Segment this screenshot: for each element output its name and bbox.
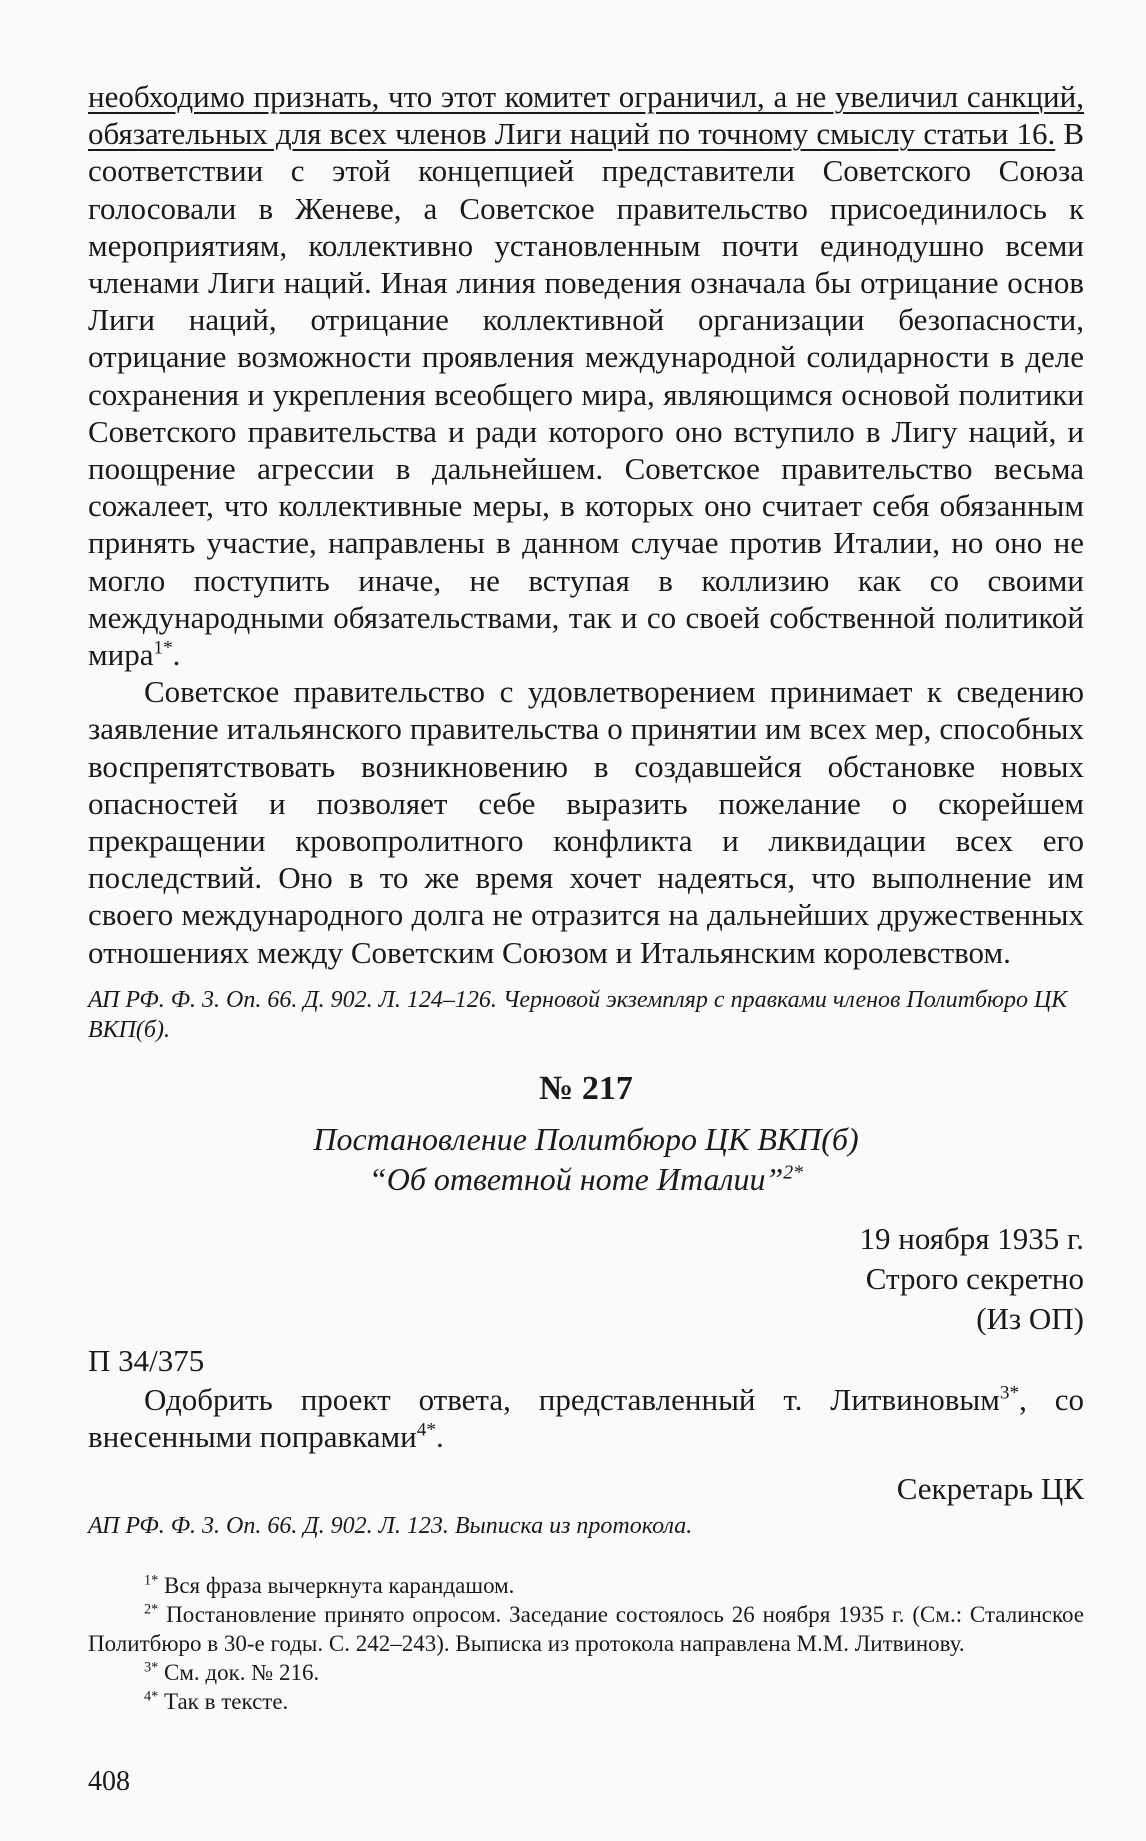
signature: Секретарь ЦК (896, 1471, 1084, 1507)
footnote-text: См. док. № 216. (158, 1660, 320, 1686)
document-title-text: “Об ответной ноте Италии” (368, 1160, 784, 1197)
footnote-mark: 4* (144, 1688, 159, 1705)
footnote-text: Так в тексте. (158, 1689, 289, 1715)
paragraph-end: . (172, 637, 181, 673)
paragraph-text: В соответствии с этой концепцией представители Советского Союза голосовали в Женеве, а Советское правительство присоединилось к мероприятиям, коллективно установленным почти единодушно всеми членами Лиги наций. Иная линия поведения означала бы отрицание основ Лиги наций, отрицание коллективной организации безопасности, отрицание возможности проявления международной солидарности в деле сохранения и укрепления всеобщего мира, являющимся основой политики Советского правительства и ради которого оно вступило в Лигу наций, и поощрение агрессии в дальнейшем. Советское правительство весьма сожалеет, что коллективные меры, в которых оно считает себя обязанным принять участие, направлены в данном случае против Италии, но оно не могло поступить иначе, не вступая в коллизию как со своими международными обязательствами, так и со своей собственной политикой мира (88, 116, 1084, 673)
document-date: 19 ноября 1935 г. (859, 1220, 1084, 1256)
footnote-text: Постановление принято опросом. Заседание состоялось 26 ноября 1935 г. (См.: Сталинское Политбюро в 30-е годы. С. 242–243). Выписка из протокола направлена М.М. Литвинову. (88, 1602, 1084, 1657)
footnote-3 (88, 1658, 1084, 1687)
footnote-ref-3[interactable]: 3* (999, 1382, 1020, 1404)
footnote-ref-4[interactable]: 4* (416, 1419, 436, 1441)
document-title-line-2 (88, 1159, 1084, 1199)
paragraph-2: Советское правительство с удовлетворением принимает к сведению заявление итальянского правительства о принятии им всех мер, способных воспрепятствовать возникновению в создавшейся обстановке новых опасностей и позволяет себе выразить пожелание о скорейшем прекращении кровопролитного конфликта и ликвидации всех его последствий. Оно в то же время хочет надеяться, что выполнение им своего международного долга не отразится на дальнейших дружественных отношениях между Советским Союзом и Итальянским королевством. (88, 674, 1084, 970)
footnotes-section (88, 1571, 1084, 1716)
footnote-1 (88, 1571, 1084, 1600)
page-number: 408 (88, 1766, 130, 1797)
protocol-number: П 34/375 (88, 1342, 205, 1378)
archive-source-2: АП РФ. Ф. 3. Оп. 66. Д. 902. Л. 123. Выписка из протокола. (88, 1513, 693, 1540)
decision-part-a: Одобрить проект ответа, представленный т. Литвиновым (144, 1381, 1000, 1417)
footnote-mark: 1* (144, 1572, 159, 1589)
footnote-mark: 3* (144, 1659, 159, 1676)
secrecy-stamp: Строго секретно (865, 1260, 1084, 1296)
document-title-line-1: Постановление Политбюро ЦК ВКП(б) (313, 1120, 859, 1157)
paragraph-continuation (88, 78, 1084, 673)
footnote-4 (88, 1687, 1084, 1716)
footnote-ref-2[interactable]: 2* (783, 1161, 804, 1184)
document-origin: (Из ОП) (976, 1300, 1084, 1336)
archive-source-1: АП РФ. Ф. 3. Оп. 66. Д. 902. Л. 124–126. Черновой экземпляр с правками членов Политбюро ЦК ВКП(б). (88, 986, 1068, 1043)
decision-text (88, 1381, 1084, 1455)
footnote-2 (88, 1600, 1084, 1658)
footnote-text: Вся фраза вычеркнута карандашом. (158, 1573, 515, 1599)
decision-part-c: . (435, 1419, 444, 1455)
underlined-passage: необходимо признать, что этот комитет ограничил, а не увеличил санкций, обязательных для всех членов Лиги наций по точному смыслу статьи 16. (88, 79, 1084, 152)
footnote-ref-1[interactable]: 1* (153, 637, 173, 659)
decision-part-b: , со внесенными поправками (88, 1381, 1084, 1455)
document-page (88, 78, 1084, 1716)
footnote-mark: 2* (144, 1601, 159, 1618)
document-number: № 217 (539, 1069, 633, 1107)
